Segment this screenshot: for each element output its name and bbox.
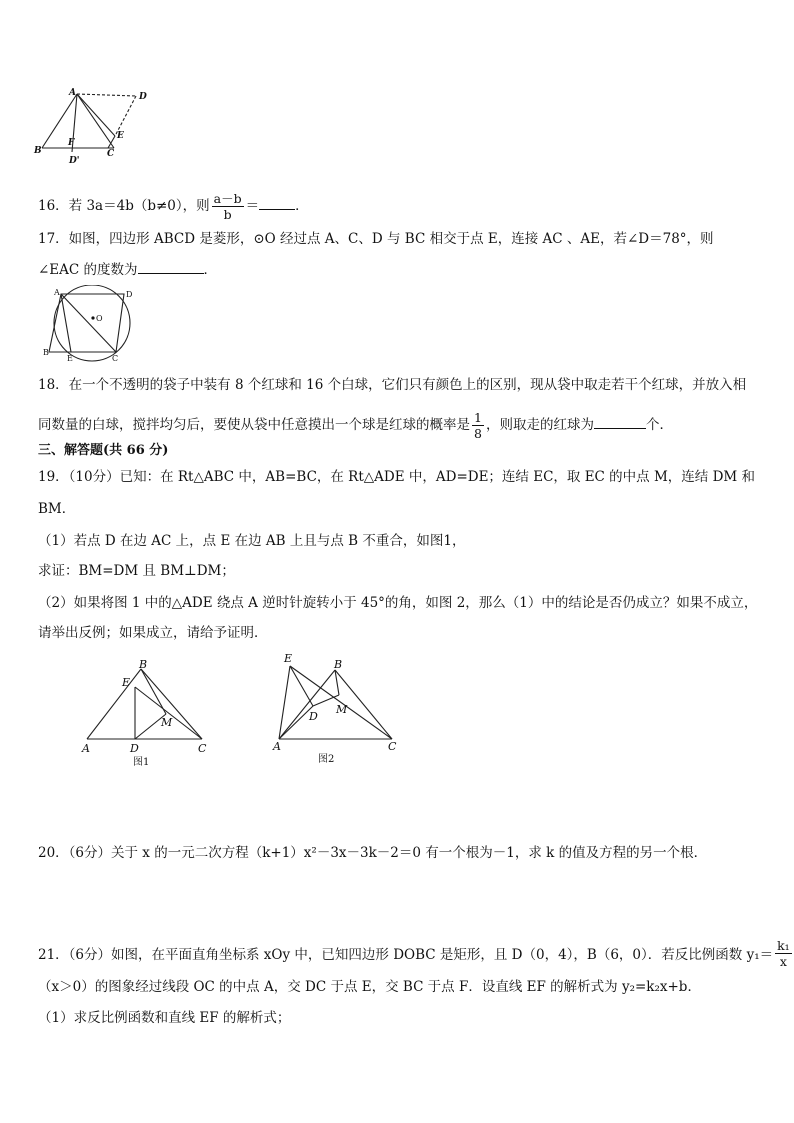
- fig1-caption: 图1: [133, 757, 150, 768]
- figure-q19-fig1: [78, 656, 218, 768]
- question-21-line1: 21．（6分）如图，在平面直角坐标系 xOy 中，已知四边形 DOBC 是矩形，且 D（0，4），B（6，0）．若反比例函数 y₁＝ $\frac{\text{k₁}}{x}$: [38, 938, 790, 969]
- q18-answer-blank[interactable]: [594, 414, 646, 429]
- label-D-prime: D': [69, 156, 80, 166]
- label-B: B: [139, 658, 148, 671]
- label-C: C: [107, 149, 115, 159]
- label-D: D: [130, 742, 139, 755]
- question-18-line2: 同数量的白球，搅拌均匀后，要使从袋中任意摸出一个球是红球的概率是 $\frac{1}{8}$ ，则取走的红球为 个．: [38, 410, 673, 441]
- label-A: A: [54, 288, 60, 297]
- question-19-line1: 19．（10分）已知：在 Rt△ABC 中，AB=BC，在 Rt△ADE 中，AD=DE；连结 EC，取 EC 的中点 M，连结 DM 和: [38, 469, 756, 485]
- q16-answer-blank[interactable]: [259, 195, 295, 210]
- label-O: O: [96, 314, 103, 323]
- question-21-line2: （x＞0）的图象经过线段 OC 的中点 A，交 DC 于点 E，交 BC 于点 F．设直线 EF 的解析式为 y₂=k₂x+b．: [38, 979, 701, 995]
- label-B: B: [34, 146, 42, 156]
- q21-fraction: $\frac{\text{k₁}}{x}$: [777, 938, 790, 969]
- question-16: 16．若 3a＝4b（b≠0），则 $\frac{a-b}{b}$ ＝ ．: [38, 191, 309, 222]
- label-C: C: [388, 740, 397, 753]
- q16-prefix: 16．若 3a＝4b（b≠0），则: [38, 198, 210, 214]
- figure-q19-fig2: [272, 650, 412, 768]
- label-F: F: [68, 138, 75, 148]
- question-17-line1: 17．如图，四边形 ABCD 是菱形，⊙O 经过点 A、C、D 与 BC 相交于点 E，连接 AC 、AE，若∠D＝78°，则: [38, 231, 714, 247]
- question-19-part2: （2）如果将图 1 中的△ADE 绕点 A 逆时针旋转小于 45°的角，如图 2，那么（1）中的结论是否仍成立？如果不成立，: [38, 595, 758, 611]
- label-C: C: [112, 354, 119, 363]
- label-A: A: [82, 742, 90, 755]
- question-21-part1: （1）求反比例函数和直线 EF 的解析式；: [38, 1010, 291, 1026]
- label-B: B: [334, 658, 343, 671]
- q18-fraction: $\frac{1}{8}$: [474, 410, 482, 441]
- question-17-line2: ∠EAC 的度数为 ．: [38, 259, 217, 280]
- label-D: D: [139, 92, 147, 102]
- section-3-title: 三、解答题(共 66 分): [38, 443, 169, 458]
- fig2-caption: 图2: [318, 754, 335, 765]
- label-A: A: [69, 88, 76, 98]
- label-E: E: [67, 354, 73, 363]
- question-19-part2-cont: 请举出反例；如果成立，请给予证明．: [38, 625, 268, 641]
- label-E: E: [284, 652, 293, 665]
- question-19-part1: （1）若点 D 在边 AC 上，点 E 在边 AB 上且与点 B 不重合，如图1，: [38, 533, 466, 549]
- figure-q17-rhombus-circle: [40, 285, 140, 363]
- q16-fraction: $\frac{a-b}{b}$: [213, 191, 242, 222]
- figure-top-parallelogram: [32, 86, 157, 168]
- question-20: 20．（6分）关于 x 的一元二次方程（k+1）x²－3x－3k－2＝0 有一个根为－1，求 k 的值及方程的另一个根．: [38, 845, 708, 861]
- question-19-line2: BM．: [38, 501, 76, 517]
- label-M: M: [161, 716, 173, 729]
- label-E: E: [117, 131, 124, 141]
- question-18-line1: 18．在一个不透明的袋子中装有 8 个红球和 16 个白球，它们只有颜色上的区别，现从袋中取走若干个红球，并放入相: [38, 377, 747, 393]
- label-B: B: [43, 348, 49, 357]
- question-19-prove: 求证：BM=DM 且 BM⊥DM；: [38, 563, 235, 579]
- q17-answer-blank[interactable]: [138, 259, 204, 274]
- label-D: D: [309, 710, 318, 723]
- label-M: M: [336, 703, 348, 716]
- label-E: E: [122, 676, 131, 689]
- label-D: D: [126, 290, 133, 299]
- label-C: C: [198, 742, 207, 755]
- label-A: A: [273, 740, 281, 753]
